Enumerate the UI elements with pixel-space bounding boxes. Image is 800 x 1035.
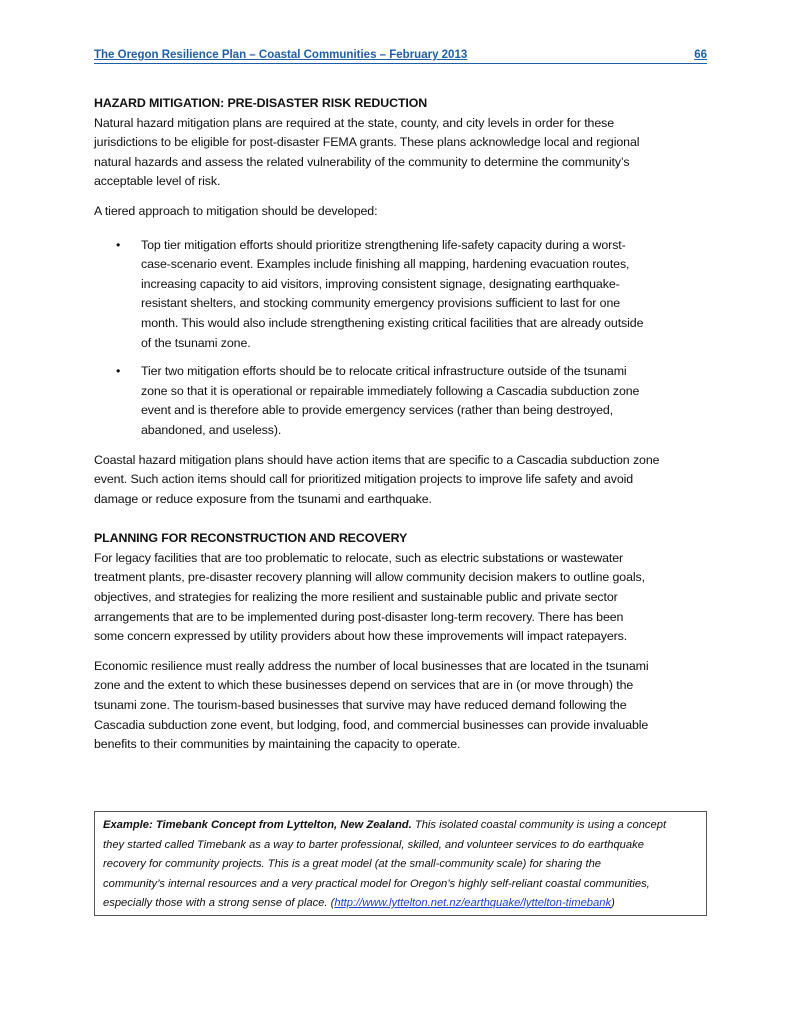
text-line: of the tsunami zone. — [141, 335, 251, 350]
bullet-icon: • — [116, 237, 121, 252]
text-line: jurisdictions to be eligible for post-disaster FEMA grants. These plans acknowledge local and regional — [94, 135, 640, 150]
text-line: Coastal hazard mitigation plans should have action items that are specific to a Cascadia subduction zone — [94, 452, 660, 467]
callout-text — [103, 836, 698, 895]
text-line: A tiered approach to mitigation should be developed: — [94, 203, 378, 218]
text-line: recovery for community projects. This is a great model (at the small-community scale) for sharing the — [103, 858, 602, 870]
text-line: abandoned, and useless). — [141, 422, 282, 437]
text-line: event and is therefore able to provide emergency services (rather than being destroyed, — [141, 403, 614, 418]
text-line: acceptable level of risk. — [94, 174, 221, 189]
text-line: Tier two mitigation efforts should be to relocate critical infrastructure outside of the tsunami — [141, 364, 627, 379]
text-line: case-scenario event. Examples include finishing all mapping, hardening evacuation routes, — [141, 257, 630, 272]
text-line: resistant shelters, and stocking community emergency provisions sufficient to last for one — [141, 296, 621, 311]
text-line: arrangements that are to be implemented during post-disaster long-term recovery. There has been — [94, 609, 624, 624]
text-line: community’s internal resources and a very practical model for Oregon’s highly self-reliant coastal communities, — [103, 877, 650, 890]
paragraph — [94, 657, 714, 755]
callout-first-line — [103, 816, 698, 836]
paragraph — [94, 549, 714, 647]
text-line: event. Such action items should call for prioritized mitigation projects to improve life safety and avoid — [94, 472, 634, 487]
timebank-link[interactable]: http://www.lyttelton.net.nz/earthquake/lyttelton-timebank — [334, 897, 612, 909]
document-title: The Oregon Resilience Plan – Coastal Communities – February 2013 — [94, 49, 468, 61]
paragraph — [94, 202, 714, 222]
bullet-icon: • — [116, 364, 121, 379]
callout-text: ) — [611, 897, 615, 909]
text-line: zone and the extent to which these businesses depend on services that are in (or move through) the — [94, 678, 634, 693]
text-line: month. This would also include strengthening existing critical facilities that are already outside — [141, 315, 644, 330]
page-header — [94, 47, 707, 64]
text-line: increasing capacity to aid visitors, improving consistent signage, designating earthquake- — [141, 276, 620, 291]
list-item — [94, 362, 714, 440]
body-content — [94, 94, 714, 765]
text-line: natural hazards and assess the related vulnerability of the community to determine the community’s — [94, 154, 630, 169]
text-line: they started called Timebank as a way to barter professional, skilled, and volunteer services to do earthquake — [103, 838, 644, 851]
text-line: benefits to their communities by maintaining the capacity to operate. — [94, 737, 461, 752]
text-line: damage or reduce exposure from the tsunami and earthquake. — [94, 491, 432, 506]
text-line: Cascadia subduction zone event, but lodging, food, and commercial businesses can provide invaluable — [94, 717, 649, 732]
bullet-list — [94, 236, 714, 441]
list-item — [94, 236, 714, 354]
text-line: zone so that it is operational or repairable immediately following a Cascadia subduction zone — [141, 383, 640, 398]
section-heading-reconstruction: PLANNING FOR RECONSTRUCTION AND RECOVERY — [94, 531, 408, 546]
callout-text: especially those with a strong sense of place. ( — [103, 897, 335, 909]
list-item-text — [141, 236, 714, 354]
text-line: treatment plants, pre-disaster recovery planning will allow community decision makers to outline goals, — [94, 570, 645, 585]
paragraph — [94, 114, 714, 192]
callout-last-line — [103, 894, 698, 914]
section-heading-hazard-mitigation: HAZARD MITIGATION: PRE-DISASTER RISK REDUCTION — [94, 96, 428, 110]
text-line: tsunami zone. The tourism-based businesses that survive may have reduced demand following the — [94, 698, 627, 713]
text-line: Top tier mitigation efforts should prioritize strengthening life-safety capacity during a worst- — [141, 237, 626, 252]
text-line: For legacy facilities that are too problematic to relocate, such as electric substations or wastewater — [94, 550, 624, 565]
callout-title: Example: Timebank Concept from Lyttelton, New Zealand. — [103, 819, 412, 831]
example-callout-box — [94, 811, 707, 916]
text-line: some concern expressed by utility providers about how these improvements will impact ratepayers. — [94, 629, 628, 644]
list-item-text — [141, 362, 714, 440]
callout-text: This isolated coastal community is using a concept — [411, 819, 667, 831]
text-line: Economic resilience must really address the number of local businesses that are located in the tsunami — [94, 658, 649, 673]
page-number: 66 — [694, 49, 707, 61]
paragraph — [94, 451, 714, 510]
text-line: objectives, and strategies for realizing the more resilient and sustainable public and private sector — [94, 590, 618, 605]
text-line: Natural hazard mitigation plans are required at the state, county, and city levels in order for these — [94, 115, 614, 130]
